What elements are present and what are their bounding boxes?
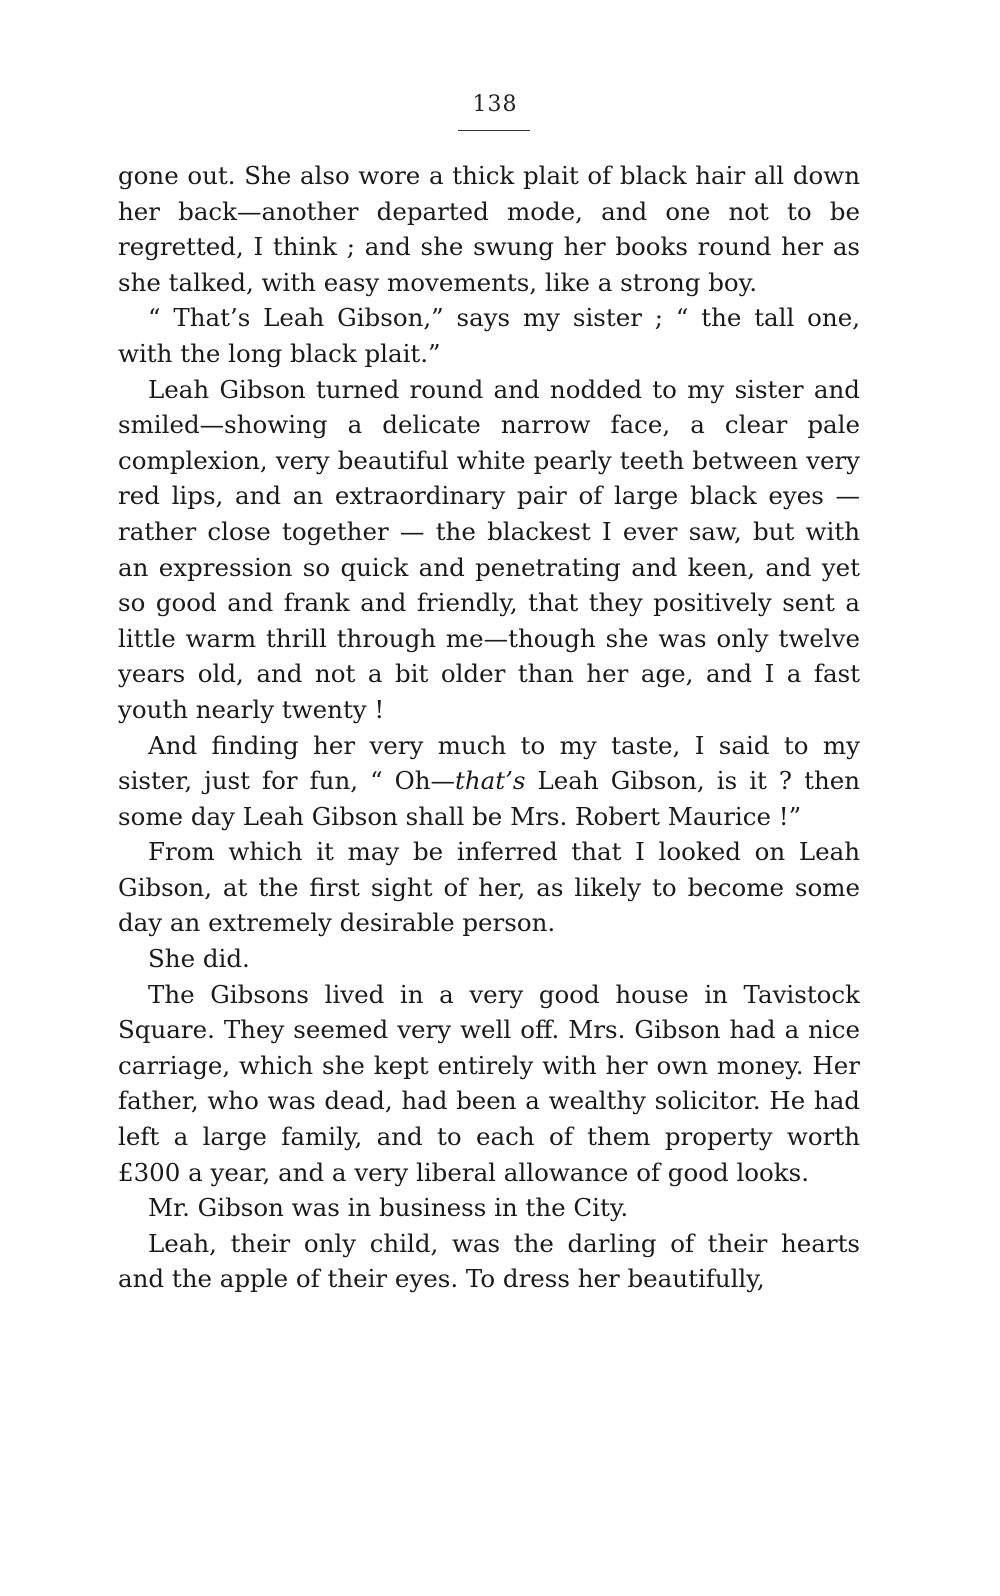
paragraph: gone out. She also wore a thick plait of black hair all down her back—another departed mode, and one not to be regretted, I think ; and she swung her books round her as she talked, with easy movements, like a strong boy. bbox=[118, 161, 860, 297]
paragraph: Leah, their only child, was the darling of their hearts and the apple of their eyes. To dress her beautifully, bbox=[118, 1228, 860, 1294]
page-number: 138 bbox=[472, 92, 518, 117]
paragraph: The Gibsons lived in a very good house in Tavistock Square. They seemed very well off. Mrs. Gibson had a nice carriage, which she kept entirely with her own money. Her father, who was dead, had been a wealthy solicitor. He had left a large family, and to each of them property worth £300 a year, and a very liberal allowance of good looks. bbox=[118, 979, 860, 1187]
paragraph-text: Leah Gibson, is it ? then some day Leah Gibson shall be Mrs. Robert Maurice !” bbox=[118, 766, 861, 831]
paragraph: Mr. Gibson was in business in the City. bbox=[148, 1193, 629, 1223]
paragraph bbox=[118, 728, 860, 835]
body-text bbox=[118, 158, 860, 1297]
emphasized-word: that’s bbox=[455, 766, 526, 796]
paragraph: From which it may be inferred that I looked on Leah Gibson, at the first sight of her, as likely to become some day an extremely desirable person. bbox=[118, 837, 860, 938]
paragraph: She did. bbox=[148, 944, 250, 974]
paragraph: Leah Gibson turned round and nodded to my sister and smiled—showing a delicate narrow face, a clear pale complexion, very beautiful white pearly teeth between very red lips, and an extraordinary pair of large black eyes — rather close together — the blackest I ever saw, but with an expression so quick and penetrating and keen, and yet so good and frank and friendly, that they positively sent a little warm thrill through me—though she was only twelve years old, and not a bit older than her age, and I a fast youth nearly twenty ! bbox=[118, 374, 860, 724]
paragraph: “ That’s Leah Gibson,” says my sister ; “ the tall one, with the long black plait.” bbox=[118, 303, 860, 368]
paragraph-text: And finding her very much to my taste, I said to my sister, just for fun, “ Oh— bbox=[118, 730, 860, 796]
header-rule bbox=[458, 130, 530, 131]
